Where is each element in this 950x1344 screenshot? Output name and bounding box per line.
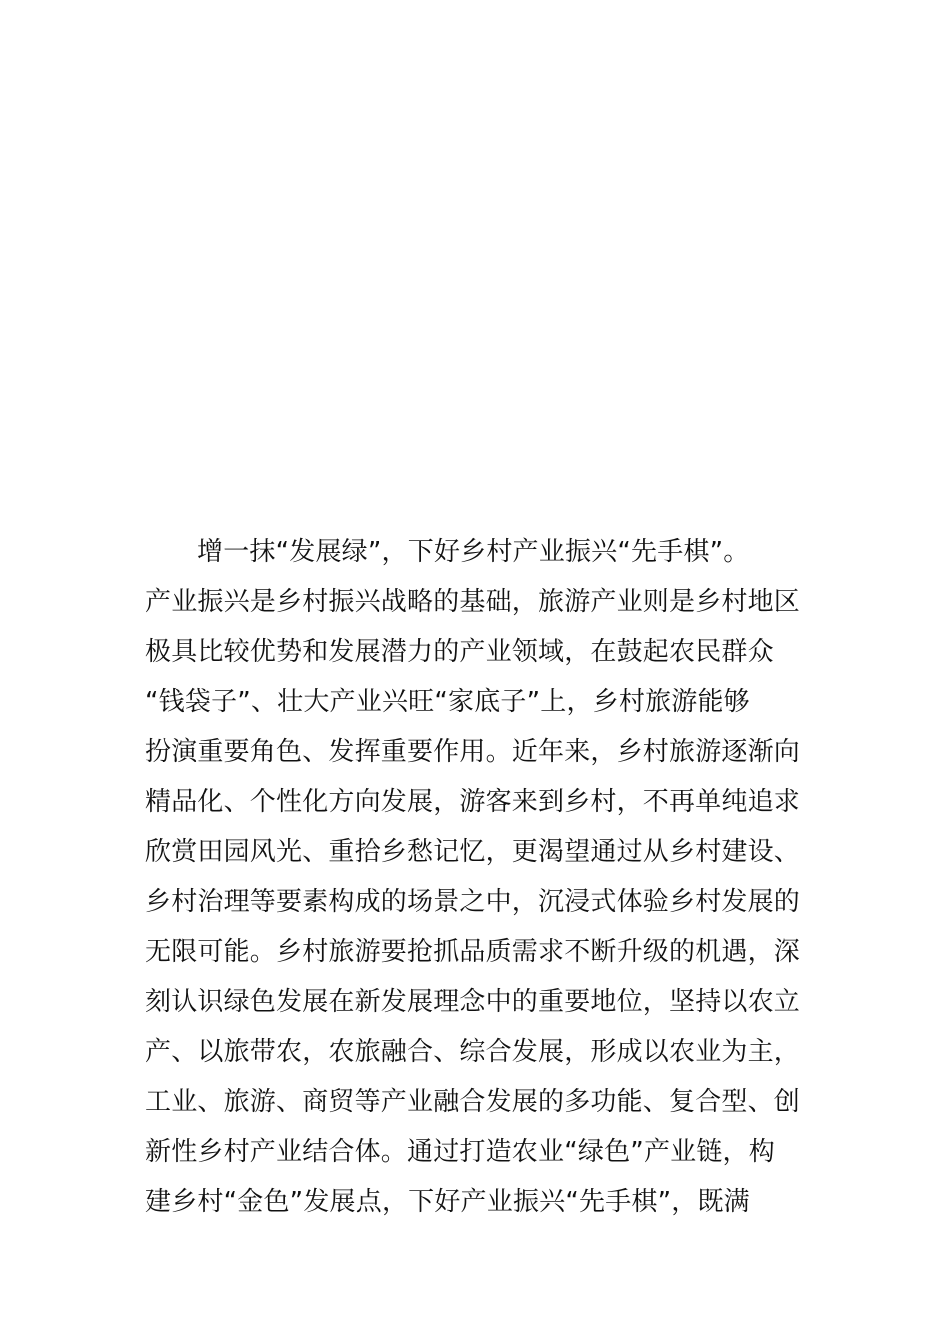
body-paragraph bbox=[145, 527, 815, 1227]
paragraph-line: 工业、旅游、商贸等产业融合发展的多功能、复合型、创 bbox=[145, 1087, 801, 1117]
paragraph-line: 新性乡村产业结合体。通过打造农业“绿色”产业链，构 bbox=[145, 1137, 775, 1167]
paragraph-line: 扮演重要角色、发挥重要作用。近年来，乡村旅游逐渐向 bbox=[145, 737, 801, 767]
paragraph-line: 产、以旅带农，农旅融合、综合发展，形成以农业为主， bbox=[145, 1037, 801, 1067]
paragraph-line: 精品化、个性化方向发展，游客来到乡村，不再单纯追求 bbox=[145, 787, 801, 817]
paragraph-line: 极具比较优势和发展潜力的产业领域，在鼓起农民群众 bbox=[145, 637, 774, 667]
paragraph-line: 欣赏田园风光、重拾乡愁记忆，更渴望通过从乡村建设、 bbox=[145, 837, 801, 867]
paragraph-line: 建乡村“金色”发展点，下好产业振兴“先手棋”，既满 bbox=[145, 1187, 750, 1217]
paragraph-line: 产业振兴是乡村振兴战略的基础，旅游产业则是乡村地区 bbox=[145, 587, 801, 617]
paragraph-line: 刻认识绿色发展在新发展理念中的重要地位，坚持以农立 bbox=[145, 987, 801, 1017]
paragraph-line: “钱袋子”、壮大产业兴旺“家底子”上，乡村旅游能够 bbox=[145, 687, 750, 717]
paragraph-line: 无限可能。乡村旅游要抢抓品质需求不断升级的机遇，深 bbox=[145, 937, 801, 967]
paragraph-line: 增一抹“发展绿”，下好乡村产业振兴“先手棋”。 bbox=[197, 537, 750, 567]
paragraph-line: 乡村治理等要素构成的场景之中，沉浸式体验乡村发展的 bbox=[145, 887, 801, 917]
